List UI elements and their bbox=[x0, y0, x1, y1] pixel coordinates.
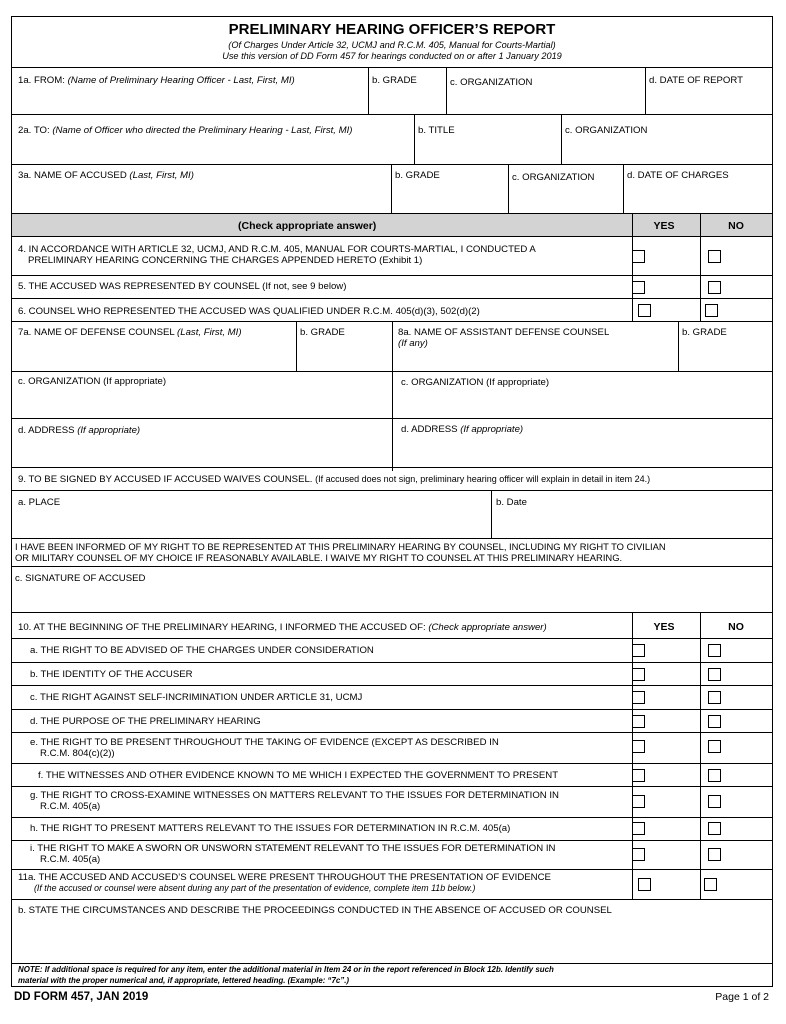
q10c-label: c. THE RIGHT AGAINST SELF-INCRIMINATION UNDER ARTICLE 31, UCMJ bbox=[30, 692, 363, 703]
q10a-no-checkbox[interactable] bbox=[708, 644, 721, 657]
field-8a-assistant-counsel[interactable]: 8a. NAME OF ASSISTANT DEFENSE COUNSEL (If any) bbox=[398, 327, 610, 349]
form-number: DD FORM 457, JAN 2019 bbox=[14, 991, 149, 1003]
q6-yes-checkbox[interactable] bbox=[638, 304, 651, 317]
q10i-yes-checkbox[interactable] bbox=[632, 848, 645, 861]
field-11b-circumstances[interactable]: b. STATE THE CIRCUMSTANCES AND DESCRIBE THE PROCEEDINGS CONDUCTED IN THE ABSENCE OF ACCUSED OR COUNSEL bbox=[18, 905, 612, 916]
q10a-yes-checkbox[interactable] bbox=[632, 644, 645, 657]
check-header-label: (Check appropriate answer) bbox=[238, 220, 377, 232]
q10f-no-checkbox[interactable] bbox=[708, 769, 721, 782]
q10c-yes-checkbox[interactable] bbox=[632, 691, 645, 704]
page-number: Page 1 of 2 bbox=[715, 991, 769, 1003]
q10g-label: g. THE RIGHT TO CROSS-EXAMINE WITNESSES ON MATTERS RELEVANT TO THE ISSUES FOR DETERMINATION IN R.C.M. 405(a) bbox=[30, 790, 559, 812]
q10c-no-checkbox[interactable] bbox=[708, 691, 721, 704]
q10-yes-header: YES bbox=[653, 621, 675, 633]
field-7b-grade[interactable]: b. GRADE bbox=[300, 327, 345, 338]
q10f-yes-checkbox[interactable] bbox=[632, 769, 645, 782]
form-page bbox=[11, 16, 773, 987]
q10d-no-checkbox[interactable] bbox=[708, 715, 721, 728]
field-7c-organization[interactable]: c. ORGANIZATION (If appropriate) bbox=[18, 376, 167, 387]
field-7d-address[interactable]: d. ADDRESS (If appropriate) bbox=[18, 425, 141, 436]
field-9c-signature[interactable]: c. SIGNATURE OF ACCUSED bbox=[15, 573, 146, 584]
q10-no-header: NO bbox=[728, 621, 744, 633]
question-6: 6. COUNSEL WHO REPRESENTED THE ACCUSED WAS QUALIFIED UNDER R.C.M. 405(d)(3), 502(d)(2) bbox=[18, 306, 480, 317]
field-8b-grade[interactable]: b. GRADE bbox=[682, 327, 727, 338]
q10b-yes-checkbox[interactable] bbox=[632, 668, 645, 681]
q10h-yes-checkbox[interactable] bbox=[632, 822, 645, 835]
q5-no-checkbox[interactable] bbox=[708, 281, 721, 294]
q10b-no-checkbox[interactable] bbox=[708, 668, 721, 681]
question-11a: 11a. THE ACCUSED AND ACCUSED’S COUNSEL WERE PRESENT THROUGHOUT THE PRESENTATION OF EVIDENCE (If the accused or counsel were absent during any part of the presentation of evidence, complete item 11b below.) bbox=[18, 872, 551, 893]
q4-no-checkbox[interactable] bbox=[708, 250, 721, 263]
q5-yes-checkbox[interactable] bbox=[632, 281, 645, 294]
field-9b-date[interactable]: b. Date bbox=[496, 497, 527, 508]
yes-header: YES bbox=[653, 220, 675, 232]
q11a-no-checkbox[interactable] bbox=[704, 878, 717, 891]
question-10: 10. AT THE BEGINNING OF THE PRELIMINARY HEARING, I INFORMED THE ACCUSED OF: (Check appropriate answer) bbox=[18, 622, 547, 633]
field-2b-title[interactable]: b. TITLE bbox=[418, 125, 455, 136]
q6-no-checkbox[interactable] bbox=[705, 304, 718, 317]
field-3d-date-of-charges[interactable]: d. DATE OF CHARGES bbox=[627, 170, 729, 181]
q10a-label: a. THE RIGHT TO BE ADVISED OF THE CHARGES UNDER CONSIDERATION bbox=[30, 645, 374, 656]
q10g-no-checkbox[interactable] bbox=[708, 795, 721, 808]
no-header: NO bbox=[728, 220, 744, 232]
field-3c-organization[interactable]: c. ORGANIZATION bbox=[512, 172, 595, 183]
q10e-label: e. THE RIGHT TO BE PRESENT THROUGHOUT THE TAKING OF EVIDENCE (EXCEPT AS DESCRIBED IN R.C.M. 804(c)(2)) bbox=[30, 737, 499, 759]
question-5: 5. THE ACCUSED WAS REPRESENTED BY COUNSEL (If not, see 9 below) bbox=[18, 281, 347, 292]
q11a-yes-checkbox[interactable] bbox=[638, 878, 651, 891]
q10e-yes-checkbox[interactable] bbox=[632, 740, 645, 753]
field-1a-from[interactable]: 1a. FROM: (Name of Preliminary Hearing Officer - Last, First, MI) bbox=[18, 75, 295, 86]
q4-yes-checkbox[interactable] bbox=[632, 250, 645, 263]
field-8d-address[interactable]: d. ADDRESS (If appropriate) bbox=[401, 424, 524, 435]
q10e-no-checkbox[interactable] bbox=[708, 740, 721, 753]
field-3b-grade[interactable]: b. GRADE bbox=[395, 170, 440, 181]
field-1c-organization[interactable]: c. ORGANIZATION bbox=[450, 77, 533, 88]
form-version-note: Use this version of DD Form 457 for hearings conducted on or after 1 January 2019 bbox=[222, 51, 562, 61]
field-1d-date-of-report[interactable]: d. DATE OF REPORT bbox=[649, 75, 743, 86]
q10d-label: d. THE PURPOSE OF THE PRELIMINARY HEARING bbox=[30, 716, 261, 727]
form-title: PRELIMINARY HEARING OFFICER’S REPORT bbox=[228, 21, 556, 38]
q10b-label: b. THE IDENTITY OF THE ACCUSER bbox=[30, 669, 193, 680]
field-2a-to[interactable]: 2a. TO: (Name of Officer who directed the Preliminary Hearing - Last, First, MI) bbox=[18, 125, 353, 136]
field-9a-place[interactable]: a. PLACE bbox=[18, 497, 61, 508]
field-3a-name-of-accused[interactable]: 3a. NAME OF ACCUSED (Last, First, MI) bbox=[18, 170, 194, 181]
field-2c-organization[interactable]: c. ORGANIZATION bbox=[565, 125, 648, 136]
q10f-label: f. THE WITNESSES AND OTHER EVIDENCE KNOWN TO ME WHICH I EXPECTED THE GOVERNMENT TO PRESENT bbox=[38, 770, 559, 781]
form-subtitle: (Of Charges Under Article 32, UCMJ and R.C.M. 405, Manual for Courts-Martial) bbox=[228, 40, 556, 50]
field-7a-defense-counsel[interactable]: 7a. NAME OF DEFENSE COUNSEL (Last, First, MI) bbox=[18, 327, 242, 338]
question-4: 4. IN ACCORDANCE WITH ARTICLE 32, UCMJ, AND R.C.M. 405, MANUAL FOR COURTS-MARTIAL, I CONDUCTED A PRELIMINARY HEARING CONCERNING THE CHARGES APPENDED HERETO (Exhibit 1) bbox=[18, 244, 536, 266]
q10h-no-checkbox[interactable] bbox=[708, 822, 721, 835]
form-note: NOTE: If additional space is required for any item, enter the additional material in Item 24 or in the report referenced in Block 12b. Identify such material with the proper numerical and, if appropriate, lettered heading. (Example: “7c”.) bbox=[18, 965, 554, 985]
field-8c-organization[interactable]: c. ORGANIZATION (If appropriate) bbox=[401, 377, 550, 388]
q10h-label: h. THE RIGHT TO PRESENT MATTERS RELEVANT TO THE ISSUES FOR DETERMINATION IN R.C.M. 405(a) bbox=[30, 823, 511, 834]
q10d-yes-checkbox[interactable] bbox=[632, 715, 645, 728]
field-1b-grade[interactable]: b. GRADE bbox=[372, 75, 417, 86]
q10g-yes-checkbox[interactable] bbox=[632, 795, 645, 808]
q10i-label: i. THE RIGHT TO MAKE A SWORN OR UNSWORN STATEMENT RELEVANT TO THE ISSUES FOR DETERMINATION IN R.C.M. 405(a) bbox=[30, 843, 556, 865]
q10i-no-checkbox[interactable] bbox=[708, 848, 721, 861]
question-9: 9. TO BE SIGNED BY ACCUSED IF ACCUSED WAIVES COUNSEL. (If accused does not sign, preliminary hearing officer will explain in detail in item 24.) bbox=[18, 474, 651, 485]
waiver-statement: I HAVE BEEN INFORMED OF MY RIGHT TO BE REPRESENTED AT THIS PRELIMINARY HEARING BY COUNSEL, INCLUDING MY RIGHT TO CIVILIAN OR MILITARY COUNSEL OF MY CHOICE IF REASONABLY AVAILABLE. I WAIVE MY RIGHT TO COUNSEL AT THIS PRELIMINARY HEARING. bbox=[15, 541, 666, 563]
